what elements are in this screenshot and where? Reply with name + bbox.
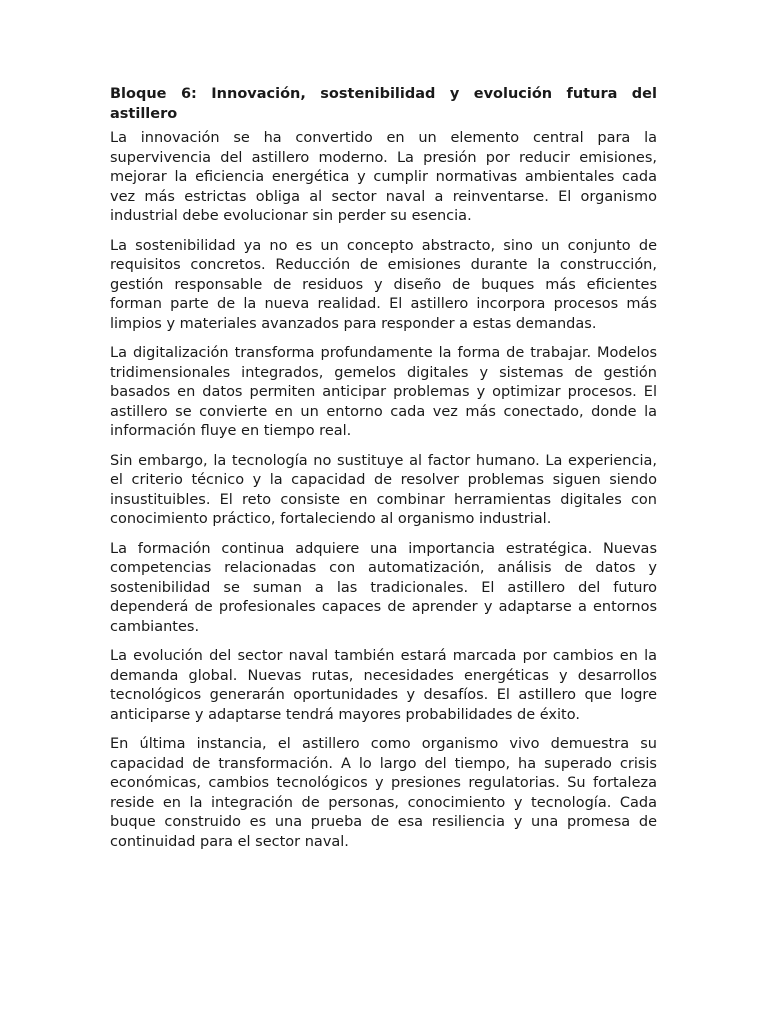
paragraph-innovacion: La innovación se ha convertido en un elemento central para la supervivencia del astillero moderno. La presión por reducir emisiones, mejorar la eficiencia energética y cumplir normativas ambientales cada vez más estrictas obliga al sector naval a reinventarse. El organismo industrial debe evolucionar sin perder su esencia. bbox=[110, 130, 657, 224]
paragraph-conclusion: En última instancia, el astillero como organismo vivo demuestra su capacidad de transformación. A lo largo del tiempo, ha superado crisis económicas, cambios tecnológicos y presiones regulatorias. Su fortaleza reside en la integración de personas, conocimiento y tecnología. Cada buque construido es una prueba de esa resiliencia y una promesa de continuidad para el sector naval. bbox=[110, 736, 657, 850]
paragraph-digitalizacion: La digitalización transforma profundamente la forma de trabajar. Modelos tridimensionales integrados, gemelos digitales y sistemas de gestión basados en datos permiten anticipar problemas y optimizar procesos. El astillero se convierte en un entorno cada vez más conectado, donde la información fluye en tiempo real. bbox=[110, 345, 657, 439]
paragraph-evolucion-sector: La evolución del sector naval también estará marcada por cambios en la demanda global. Nuevas rutas, necesidades energéticas y desarrollos tecnológicos generarán oportunidades y desafíos. El astillero que logre anticiparse y adaptarse tendrá mayores probabilidades de éxito. bbox=[110, 648, 657, 723]
section-title: Bloque 6: Innovación, sostenibilidad y evolución futura del astillero bbox=[110, 86, 657, 122]
paragraph-sostenibilidad: La sostenibilidad ya no es un concepto abstracto, sino un conjunto de requisitos concretos. Reducción de emisiones durante la construcción, gestión responsable de residuos y diseño de buques más eficientes forman parte de la nueva realidad. El astillero incorpora procesos más limpios y materiales avanzados para responder a estas demandas. bbox=[110, 237, 657, 332]
paragraph-factor-humano: Sin embargo, la tecnología no sustituye al factor humano. La experiencia, el criterio técnico y la capacidad de resolver problemas siguen siendo insustituibles. El reto consiste en combinar herramientas digitales con conocimiento práctico, fortaleciendo al organismo industrial. bbox=[110, 452, 657, 527]
paragraph-formacion: La formación continua adquiere una importancia estratégica. Nuevas competencias relacionadas con automatización, análisis de datos y sostenibilidad se suman a las tradicionales. El astillero del futuro dependerá de profesionales capaces de aprender y adaptarse a entornos cambiantes. bbox=[110, 540, 657, 635]
